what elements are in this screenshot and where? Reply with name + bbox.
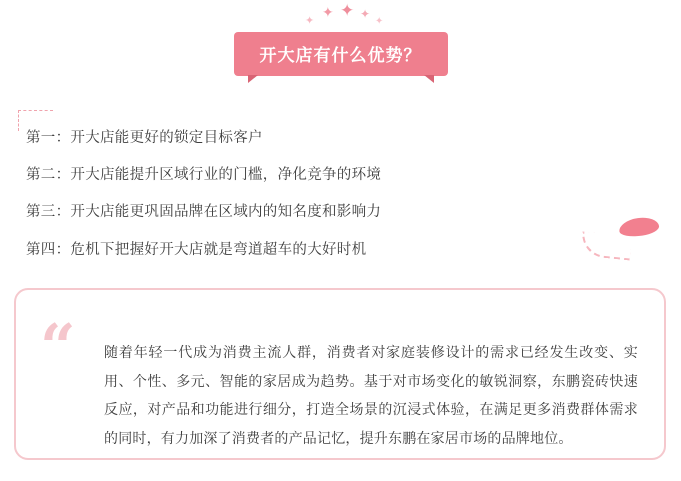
sparkle-icon: ✦ [375, 16, 384, 27]
quote-text: 随着年轻一代成为消费主流人群，消费者对家庭装修设计的需求已经发生改变、实用、个性、多元、智能的家居成为趋势。基于对市场变化的敏锐洞察，东鹏瓷砖快速反应，对产品和功能进行细分，打造全场景的沉浸式体验，在满足更多消费群体需求的同时，有力加深了消费者的产品记忆，提升东鹏在家居市场的品牌地位。 [104, 344, 638, 447]
sparkle-icon: ✦ [360, 7, 371, 21]
sparkle-icon: ✦ [305, 15, 315, 27]
page-title: 开大店有什么优势？ [234, 32, 448, 76]
dashed-trail-icon [580, 231, 632, 260]
quote-card [14, 288, 666, 460]
list-item: 第二：开大店能提升区域行业的门槛，净化竞争的环境 [26, 167, 382, 184]
brush-stroke-decoration [579, 218, 659, 266]
sparkle-decoration [0, 2, 681, 28]
list-item: 第一：开大店能更好的锁定目标客户 [26, 130, 263, 146]
corner-bracket-decoration [18, 110, 53, 131]
list-item: 第三：开大店能更巩固品牌在区域内的知名度和影响力 [26, 204, 382, 221]
sparkle-icon: ✦ [322, 4, 334, 20]
list-item: 第四：危机下把握好开大店就是弯道超车的大好时机 [26, 241, 367, 258]
header-area [0, 0, 681, 92]
sparkle-icon: ✦ [340, 1, 355, 20]
quote-mark-icon: “ [40, 310, 76, 383]
